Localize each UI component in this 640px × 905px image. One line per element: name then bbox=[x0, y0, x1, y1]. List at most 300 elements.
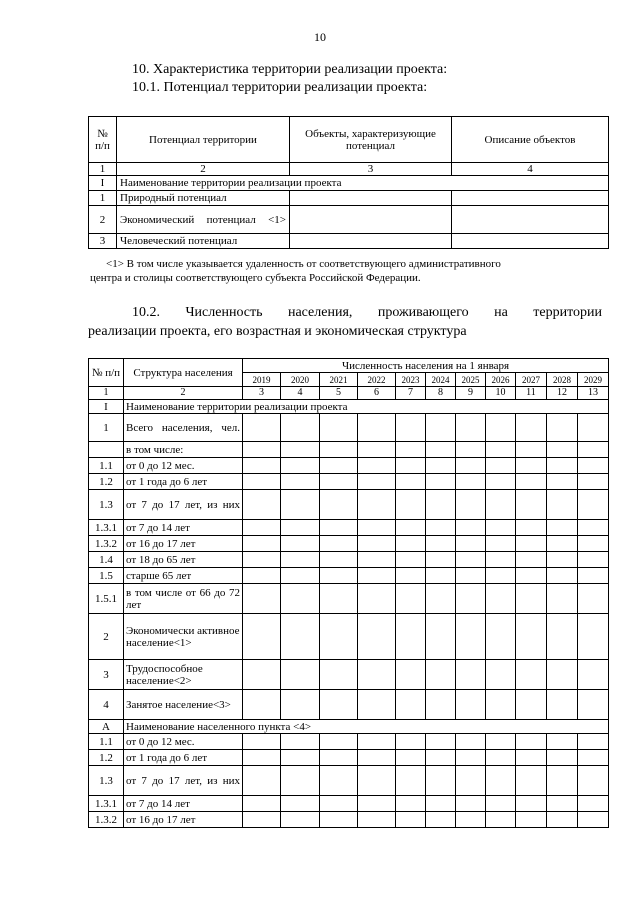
empty-cell bbox=[547, 614, 578, 660]
empty-cell bbox=[456, 552, 486, 568]
empty-cell bbox=[396, 766, 426, 796]
empty-cell bbox=[516, 750, 547, 766]
row-label: Занятое население<3> bbox=[124, 690, 243, 720]
empty-cell bbox=[243, 812, 281, 828]
empty-cell bbox=[486, 812, 516, 828]
empty-cell bbox=[281, 474, 320, 490]
row-label: от 16 до 17 лет bbox=[124, 536, 243, 552]
empty-cell bbox=[281, 552, 320, 568]
index-cell: 3 bbox=[243, 387, 281, 400]
empty-cell bbox=[516, 690, 547, 720]
empty-cell bbox=[426, 474, 456, 490]
empty-cell bbox=[547, 690, 578, 720]
row-label: от 18 до 65 лет bbox=[124, 552, 243, 568]
empty-cell bbox=[426, 458, 456, 474]
row-num: 4 bbox=[89, 690, 124, 720]
empty-cell bbox=[320, 474, 358, 490]
index-cell: 3 bbox=[290, 163, 452, 176]
row-num: А bbox=[89, 720, 124, 734]
index-cell: 8 bbox=[426, 387, 456, 400]
year-header: 2028 bbox=[547, 373, 578, 387]
empty-cell bbox=[358, 474, 396, 490]
empty-cell bbox=[486, 458, 516, 474]
empty-cell bbox=[358, 812, 396, 828]
empty-cell bbox=[290, 234, 452, 249]
empty-cell bbox=[486, 568, 516, 584]
table-header-row bbox=[89, 359, 609, 373]
index-cell: 4 bbox=[452, 163, 609, 176]
empty-cell bbox=[486, 660, 516, 690]
row-num: I bbox=[89, 176, 117, 191]
empty-cell bbox=[320, 490, 358, 520]
empty-cell bbox=[578, 490, 609, 520]
row-num: 1.3 bbox=[89, 490, 124, 520]
row-label: от 0 до 12 мес. bbox=[124, 734, 243, 750]
empty-cell bbox=[486, 796, 516, 812]
empty-cell bbox=[243, 568, 281, 584]
empty-cell bbox=[426, 690, 456, 720]
empty-cell bbox=[426, 750, 456, 766]
empty-cell bbox=[486, 552, 516, 568]
empty-cell bbox=[426, 734, 456, 750]
empty-cell bbox=[320, 520, 358, 536]
empty-cell bbox=[243, 414, 281, 442]
empty-cell bbox=[320, 750, 358, 766]
row-label: Трудоспособное население<2> bbox=[124, 660, 243, 690]
empty-cell bbox=[547, 458, 578, 474]
table-row bbox=[89, 520, 609, 536]
empty-cell bbox=[320, 812, 358, 828]
row-num: 1.3.1 bbox=[89, 520, 124, 536]
empty-cell bbox=[456, 750, 486, 766]
row-num: 2 bbox=[89, 206, 117, 234]
index-cell: 7 bbox=[396, 387, 426, 400]
empty-cell bbox=[486, 536, 516, 552]
empty-cell bbox=[426, 660, 456, 690]
table-index-row bbox=[89, 163, 609, 176]
empty-cell bbox=[456, 490, 486, 520]
row-num: 1.5.1 bbox=[89, 584, 124, 614]
row-num: 1 bbox=[89, 191, 117, 206]
empty-cell bbox=[547, 442, 578, 458]
empty-cell bbox=[578, 660, 609, 690]
empty-cell bbox=[486, 690, 516, 720]
empty-cell bbox=[358, 614, 396, 660]
index-cell: 11 bbox=[516, 387, 547, 400]
empty-cell bbox=[516, 614, 547, 660]
section-heading-10-1: 10.1. Потенциал территории реализации проекта: bbox=[132, 80, 428, 95]
row-label: от 0 до 12 мес. bbox=[124, 458, 243, 474]
empty-cell bbox=[426, 812, 456, 828]
empty-cell bbox=[426, 796, 456, 812]
empty-cell bbox=[358, 520, 396, 536]
table-row bbox=[89, 660, 609, 690]
index-cell: 9 bbox=[456, 387, 486, 400]
row-label: Природный потенциал bbox=[117, 191, 290, 206]
empty-cell bbox=[396, 796, 426, 812]
year-header: 2021 bbox=[320, 373, 358, 387]
row-label: от 7 до 14 лет bbox=[124, 520, 243, 536]
table-row bbox=[89, 812, 609, 828]
table-row bbox=[89, 234, 609, 249]
empty-cell bbox=[320, 414, 358, 442]
row-label: Экономический потенциал <1> bbox=[117, 206, 290, 234]
row-label: старше 65 лет bbox=[124, 568, 243, 584]
empty-cell bbox=[578, 750, 609, 766]
empty-cell bbox=[281, 414, 320, 442]
empty-cell bbox=[396, 584, 426, 614]
empty-cell bbox=[281, 568, 320, 584]
empty-cell bbox=[578, 796, 609, 812]
row-num: 1.1 bbox=[89, 734, 124, 750]
header-potential: Потенциал территории bbox=[117, 117, 290, 163]
empty-cell bbox=[456, 690, 486, 720]
empty-cell bbox=[281, 584, 320, 614]
empty-cell bbox=[426, 584, 456, 614]
empty-cell bbox=[243, 474, 281, 490]
empty-cell bbox=[281, 614, 320, 660]
year-header: 2026 bbox=[486, 373, 516, 387]
row-num: 1.3.2 bbox=[89, 536, 124, 552]
empty-cell bbox=[456, 520, 486, 536]
row-label: Наименование территории реализации проекта bbox=[117, 176, 609, 191]
index-cell: 1 bbox=[89, 163, 117, 176]
empty-cell bbox=[426, 536, 456, 552]
year-header: 2027 bbox=[516, 373, 547, 387]
empty-cell bbox=[358, 568, 396, 584]
table-row bbox=[89, 766, 609, 796]
row-label: в том числе: bbox=[124, 442, 243, 458]
empty-cell bbox=[516, 796, 547, 812]
footnote-1-line-2: центра и столицы соответствующего субъекта Российской Федерации. bbox=[90, 272, 421, 284]
empty-cell bbox=[396, 734, 426, 750]
empty-cell bbox=[456, 568, 486, 584]
empty-cell bbox=[358, 414, 396, 442]
empty-cell bbox=[516, 734, 547, 750]
year-header: 2024 bbox=[426, 373, 456, 387]
empty-cell bbox=[547, 414, 578, 442]
empty-cell bbox=[578, 614, 609, 660]
empty-cell bbox=[281, 458, 320, 474]
empty-cell bbox=[426, 520, 456, 536]
empty-cell bbox=[396, 660, 426, 690]
empty-cell bbox=[486, 766, 516, 796]
empty-cell bbox=[320, 766, 358, 796]
table-row bbox=[89, 734, 609, 750]
empty-cell bbox=[578, 766, 609, 796]
empty-cell bbox=[396, 474, 426, 490]
empty-cell bbox=[547, 584, 578, 614]
empty-cell bbox=[547, 660, 578, 690]
empty-cell bbox=[243, 750, 281, 766]
header-num: № п/п bbox=[89, 117, 117, 163]
empty-cell bbox=[547, 796, 578, 812]
empty-cell bbox=[320, 552, 358, 568]
empty-cell bbox=[281, 796, 320, 812]
table-row bbox=[89, 614, 609, 660]
empty-cell bbox=[547, 812, 578, 828]
empty-cell bbox=[578, 520, 609, 536]
empty-cell bbox=[320, 734, 358, 750]
empty-cell bbox=[396, 750, 426, 766]
index-cell: 6 bbox=[358, 387, 396, 400]
row-num: 1 bbox=[89, 414, 124, 442]
empty-cell bbox=[516, 490, 547, 520]
empty-cell bbox=[320, 568, 358, 584]
empty-cell bbox=[281, 750, 320, 766]
section-heading-10: 10. Характеристика территории реализации проекта: bbox=[132, 62, 448, 77]
table-row bbox=[89, 750, 609, 766]
row-num: 1.3.1 bbox=[89, 796, 124, 812]
row-label: Наименование населенного пункта <4> bbox=[124, 720, 609, 734]
empty-cell bbox=[396, 690, 426, 720]
empty-cell bbox=[452, 206, 609, 234]
empty-cell bbox=[578, 552, 609, 568]
year-header: 2029 bbox=[578, 373, 609, 387]
empty-cell bbox=[456, 766, 486, 796]
empty-cell bbox=[578, 734, 609, 750]
empty-cell bbox=[456, 442, 486, 458]
empty-cell bbox=[486, 584, 516, 614]
index-cell: 4 bbox=[281, 387, 320, 400]
row-label: Всего населения, чел. bbox=[124, 414, 243, 442]
empty-cell bbox=[452, 234, 609, 249]
empty-cell bbox=[290, 191, 452, 206]
empty-cell bbox=[281, 690, 320, 720]
row-num: 1.1 bbox=[89, 458, 124, 474]
empty-cell bbox=[516, 552, 547, 568]
empty-cell bbox=[456, 734, 486, 750]
empty-cell bbox=[358, 734, 396, 750]
empty-cell bbox=[281, 766, 320, 796]
empty-cell bbox=[320, 536, 358, 552]
empty-cell bbox=[578, 414, 609, 442]
empty-cell bbox=[426, 442, 456, 458]
empty-cell bbox=[456, 796, 486, 812]
empty-cell bbox=[516, 520, 547, 536]
empty-cell bbox=[426, 490, 456, 520]
empty-cell bbox=[516, 474, 547, 490]
empty-cell bbox=[516, 414, 547, 442]
empty-cell bbox=[578, 458, 609, 474]
empty-cell bbox=[578, 474, 609, 490]
table-row bbox=[89, 458, 609, 474]
empty-cell bbox=[426, 552, 456, 568]
empty-cell bbox=[578, 584, 609, 614]
empty-cell bbox=[320, 614, 358, 660]
empty-cell bbox=[243, 766, 281, 796]
empty-cell bbox=[320, 796, 358, 812]
empty-cell bbox=[243, 584, 281, 614]
empty-cell bbox=[358, 750, 396, 766]
empty-cell bbox=[456, 474, 486, 490]
empty-cell bbox=[426, 766, 456, 796]
empty-cell bbox=[396, 458, 426, 474]
empty-cell bbox=[243, 690, 281, 720]
empty-cell bbox=[281, 490, 320, 520]
index-cell: 12 bbox=[547, 387, 578, 400]
row-label: Наименование территории реализации проекта bbox=[124, 400, 609, 414]
empty-cell bbox=[243, 520, 281, 536]
table-row bbox=[89, 568, 609, 584]
header-structure: Структура населения bbox=[124, 359, 243, 387]
empty-cell bbox=[547, 750, 578, 766]
empty-cell bbox=[281, 660, 320, 690]
empty-cell bbox=[243, 614, 281, 660]
row-label: от 7 до 17 лет, из них bbox=[124, 490, 243, 520]
empty-cell bbox=[456, 812, 486, 828]
row-num: I bbox=[89, 400, 124, 414]
empty-cell bbox=[486, 750, 516, 766]
empty-cell bbox=[281, 442, 320, 458]
index-cell: 13 bbox=[578, 387, 609, 400]
header-num: № п/п bbox=[89, 359, 124, 387]
empty-cell bbox=[578, 536, 609, 552]
row-label: от 1 года до 6 лет bbox=[124, 750, 243, 766]
empty-cell bbox=[516, 584, 547, 614]
year-header: 2025 bbox=[456, 373, 486, 387]
empty-cell bbox=[358, 690, 396, 720]
empty-cell bbox=[358, 458, 396, 474]
empty-cell bbox=[486, 442, 516, 458]
empty-cell bbox=[547, 490, 578, 520]
empty-cell bbox=[358, 552, 396, 568]
empty-cell bbox=[456, 536, 486, 552]
table-row bbox=[89, 191, 609, 206]
table-row bbox=[89, 552, 609, 568]
empty-cell bbox=[456, 458, 486, 474]
row-num: 1.2 bbox=[89, 750, 124, 766]
empty-cell bbox=[456, 414, 486, 442]
index-cell: 10 bbox=[486, 387, 516, 400]
header-objects: Объекты, характеризующие потенциал bbox=[290, 117, 452, 163]
empty-cell bbox=[358, 796, 396, 812]
table-row bbox=[89, 206, 609, 234]
empty-cell bbox=[320, 690, 358, 720]
index-cell: 2 bbox=[117, 163, 290, 176]
empty-cell bbox=[456, 584, 486, 614]
row-num: 1.5 bbox=[89, 568, 124, 584]
empty-cell bbox=[486, 614, 516, 660]
row-label: от 7 до 14 лет bbox=[124, 796, 243, 812]
header-description: Описание объектов bbox=[452, 117, 609, 163]
empty-cell bbox=[243, 442, 281, 458]
row-num: 2 bbox=[89, 614, 124, 660]
empty-cell bbox=[456, 614, 486, 660]
table-row bbox=[89, 400, 609, 414]
empty-cell bbox=[290, 206, 452, 234]
row-label: Человеческий потенциал bbox=[117, 234, 290, 249]
empty-cell bbox=[243, 490, 281, 520]
empty-cell bbox=[358, 584, 396, 614]
empty-cell bbox=[486, 490, 516, 520]
empty-cell bbox=[281, 812, 320, 828]
empty-cell bbox=[396, 552, 426, 568]
empty-cell bbox=[243, 660, 281, 690]
empty-cell bbox=[281, 536, 320, 552]
empty-cell bbox=[516, 812, 547, 828]
empty-cell bbox=[320, 458, 358, 474]
row-label: Экономически активное население<1> bbox=[124, 614, 243, 660]
empty-cell bbox=[578, 442, 609, 458]
empty-cell bbox=[243, 796, 281, 812]
table-header-row bbox=[89, 117, 609, 163]
empty-cell bbox=[396, 490, 426, 520]
row-num: 1.3.2 bbox=[89, 812, 124, 828]
header-population: Численность населения на 1 января bbox=[243, 359, 609, 373]
empty-cell bbox=[486, 520, 516, 536]
row-num: 1.3 bbox=[89, 766, 124, 796]
table-row bbox=[89, 442, 609, 458]
empty-cell bbox=[320, 442, 358, 458]
empty-cell bbox=[578, 812, 609, 828]
empty-cell bbox=[396, 568, 426, 584]
empty-cell bbox=[396, 442, 426, 458]
empty-cell bbox=[358, 660, 396, 690]
empty-cell bbox=[547, 520, 578, 536]
year-header: 2022 bbox=[358, 373, 396, 387]
empty-cell bbox=[396, 614, 426, 660]
empty-cell bbox=[547, 568, 578, 584]
index-cell: 5 bbox=[320, 387, 358, 400]
row-label: от 7 до 17 лет, из них bbox=[124, 766, 243, 796]
empty-cell bbox=[452, 191, 609, 206]
row-num: 1.2 bbox=[89, 474, 124, 490]
population-structure-table bbox=[88, 358, 609, 828]
empty-cell bbox=[396, 536, 426, 552]
empty-cell bbox=[358, 536, 396, 552]
year-header: 2020 bbox=[281, 373, 320, 387]
empty-cell bbox=[547, 552, 578, 568]
table-row bbox=[89, 474, 609, 490]
empty-cell bbox=[320, 660, 358, 690]
empty-cell bbox=[486, 474, 516, 490]
section-heading-10-2: 10.2. Численность населения, проживающего на территории bbox=[132, 305, 602, 320]
year-header: 2019 bbox=[243, 373, 281, 387]
row-num bbox=[89, 442, 124, 458]
table-row bbox=[89, 176, 609, 191]
empty-cell bbox=[426, 568, 456, 584]
empty-cell bbox=[320, 584, 358, 614]
page-number: 10 bbox=[314, 30, 326, 44]
empty-cell bbox=[243, 552, 281, 568]
empty-cell bbox=[243, 734, 281, 750]
table-row bbox=[89, 584, 609, 614]
empty-cell bbox=[547, 474, 578, 490]
row-label: в том числе от 66 до 72 лет bbox=[124, 584, 243, 614]
row-label: от 1 года до 6 лет bbox=[124, 474, 243, 490]
row-num: 3 bbox=[89, 660, 124, 690]
empty-cell bbox=[426, 414, 456, 442]
empty-cell bbox=[396, 414, 426, 442]
empty-cell bbox=[516, 568, 547, 584]
territory-potential-table bbox=[88, 116, 609, 249]
footnote-1-line-1: <1> В том числе указывается удаленность от соответствующего административного bbox=[106, 258, 501, 270]
empty-cell bbox=[456, 660, 486, 690]
table-row bbox=[89, 490, 609, 520]
index-cell: 2 bbox=[124, 387, 243, 400]
empty-cell bbox=[516, 442, 547, 458]
empty-cell bbox=[358, 766, 396, 796]
table-index-row bbox=[89, 387, 609, 400]
empty-cell bbox=[516, 458, 547, 474]
table-row bbox=[89, 690, 609, 720]
table-row bbox=[89, 414, 609, 442]
empty-cell bbox=[358, 442, 396, 458]
empty-cell bbox=[516, 766, 547, 796]
row-num: 1.4 bbox=[89, 552, 124, 568]
empty-cell bbox=[516, 660, 547, 690]
